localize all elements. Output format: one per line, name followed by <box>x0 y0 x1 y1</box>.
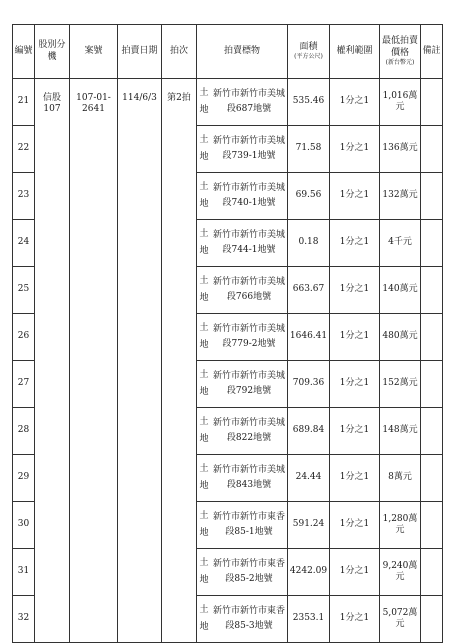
table-row <box>13 79 443 126</box>
case-auction-date: 114/6/3 <box>118 79 162 643</box>
land-target-cell <box>197 126 288 173</box>
notes-cell <box>421 455 443 502</box>
land-kind-label: 土地 <box>199 558 209 585</box>
land-location: 新竹市新竹市美城段822地號 <box>212 418 285 443</box>
header-no: 編號 <box>13 25 35 79</box>
land-location: 新竹市新竹市美城段744-1地號 <box>212 230 285 255</box>
row-no: 26 <box>13 314 35 361</box>
notes-cell <box>421 408 443 455</box>
notes-cell <box>421 220 443 267</box>
land-area: 24.44 <box>288 455 330 502</box>
minimum-price: 152萬元 <box>380 361 421 408</box>
header-target: 拍賣標物 <box>197 25 288 79</box>
minimum-price: 8萬元 <box>380 455 421 502</box>
minimum-price: 136萬元 <box>380 126 421 173</box>
minimum-price: 5,072萬元 <box>380 596 421 643</box>
rights-scope: 1分之1 <box>330 79 380 126</box>
land-target-cell <box>197 173 288 220</box>
rights-scope: 1分之1 <box>330 408 380 455</box>
row-no: 25 <box>13 267 35 314</box>
land-kind-label: 土地 <box>199 135 209 162</box>
header-category: 股別分機 <box>35 25 70 79</box>
land-target-cell <box>197 220 288 267</box>
land-target-cell <box>197 267 288 314</box>
header-notes: 備註 <box>421 25 443 79</box>
minimum-price: 9,240萬元 <box>380 549 421 596</box>
land-kind-label: 土地 <box>199 605 209 632</box>
case-number: 107-01-2641 <box>70 79 118 643</box>
land-area: 591.24 <box>288 502 330 549</box>
land-location: 新竹市新竹市美城段739-1地號 <box>212 136 285 161</box>
header-area-unit: (平方公尺) <box>294 53 323 61</box>
land-location: 新竹市新竹市東香段85-2地號 <box>212 559 285 584</box>
rights-scope: 1分之1 <box>330 314 380 361</box>
land-area: 535.46 <box>288 79 330 126</box>
auction-table <box>12 24 443 643</box>
notes-cell <box>421 596 443 643</box>
rights-scope: 1分之1 <box>330 126 380 173</box>
row-no: 27 <box>13 361 35 408</box>
header-min-price: 最低拍賣價格 (新台幣元) <box>380 25 421 79</box>
row-no: 28 <box>13 408 35 455</box>
land-location: 新竹市新竹市東香段85-1地號 <box>212 512 285 537</box>
case-round: 第2拍 <box>162 79 197 643</box>
rights-scope: 1分之1 <box>330 361 380 408</box>
land-location: 新竹市新竹市美城段740-1地號 <box>212 183 285 208</box>
land-kind-label: 土地 <box>199 323 209 350</box>
land-area: 2353.1 <box>288 596 330 643</box>
header-price-unit: (新台幣元) <box>385 58 415 66</box>
land-kind-label: 土地 <box>199 417 209 444</box>
land-area: 0.18 <box>288 220 330 267</box>
notes-cell <box>421 314 443 361</box>
land-kind-label: 土地 <box>199 88 209 115</box>
land-area: 689.84 <box>288 408 330 455</box>
land-kind-label: 土地 <box>199 464 209 491</box>
land-kind-label: 土地 <box>199 276 209 303</box>
row-no: 29 <box>13 455 35 502</box>
notes-cell <box>421 126 443 173</box>
header-case-no: 案號 <box>70 25 118 79</box>
land-location: 新竹市新竹市美城段687地號 <box>212 89 285 114</box>
rights-scope: 1分之1 <box>330 267 380 314</box>
land-area: 663.67 <box>288 267 330 314</box>
land-location: 新竹市新竹市美城段792地號 <box>212 371 285 396</box>
notes-cell <box>421 79 443 126</box>
land-area: 71.58 <box>288 126 330 173</box>
land-area: 4242.09 <box>288 549 330 596</box>
land-location: 新竹市新竹市美城段843地號 <box>212 465 285 490</box>
minimum-price: 148萬元 <box>380 408 421 455</box>
land-kind-label: 土地 <box>199 511 209 538</box>
land-kind-label: 土地 <box>199 229 209 256</box>
land-target-cell <box>197 314 288 361</box>
header-rights: 權利範圍 <box>330 25 380 79</box>
minimum-price: 4千元 <box>380 220 421 267</box>
land-target-cell <box>197 455 288 502</box>
rights-scope: 1分之1 <box>330 549 380 596</box>
row-no: 24 <box>13 220 35 267</box>
header-auction-date: 拍賣日期 <box>118 25 162 79</box>
land-location: 新竹市新竹市美城段766地號 <box>212 277 285 302</box>
row-no: 32 <box>13 596 35 643</box>
notes-cell <box>421 361 443 408</box>
row-no: 30 <box>13 502 35 549</box>
header-row <box>13 25 443 79</box>
minimum-price: 132萬元 <box>380 173 421 220</box>
land-target-cell <box>197 549 288 596</box>
row-no: 22 <box>13 126 35 173</box>
rights-scope: 1分之1 <box>330 455 380 502</box>
notes-cell <box>421 173 443 220</box>
notes-cell <box>421 502 443 549</box>
land-target-cell <box>197 361 288 408</box>
minimum-price: 140萬元 <box>380 267 421 314</box>
rights-scope: 1分之1 <box>330 596 380 643</box>
land-target-cell <box>197 502 288 549</box>
case-category: 信股107 <box>35 79 70 643</box>
land-area: 709.36 <box>288 361 330 408</box>
land-area: 69.56 <box>288 173 330 220</box>
land-kind-label: 土地 <box>199 182 209 209</box>
header-area: 面積 (平方公尺) <box>288 25 330 79</box>
land-target-cell <box>197 408 288 455</box>
rights-scope: 1分之1 <box>330 173 380 220</box>
header-round: 拍次 <box>162 25 197 79</box>
land-area: 1646.41 <box>288 314 330 361</box>
minimum-price: 1,016萬元 <box>380 79 421 126</box>
row-no: 23 <box>13 173 35 220</box>
minimum-price: 480萬元 <box>380 314 421 361</box>
rights-scope: 1分之1 <box>330 502 380 549</box>
row-no: 21 <box>13 79 35 126</box>
notes-cell <box>421 549 443 596</box>
land-location: 新竹市新竹市美城段779-2地號 <box>212 324 285 349</box>
row-no: 31 <box>13 549 35 596</box>
land-target-cell <box>197 596 288 643</box>
land-location: 新竹市新竹市東香段85-3地號 <box>212 606 285 631</box>
notes-cell <box>421 267 443 314</box>
land-kind-label: 土地 <box>199 370 209 397</box>
land-target-cell <box>197 79 288 126</box>
rights-scope: 1分之1 <box>330 220 380 267</box>
minimum-price: 1,280萬元 <box>380 502 421 549</box>
